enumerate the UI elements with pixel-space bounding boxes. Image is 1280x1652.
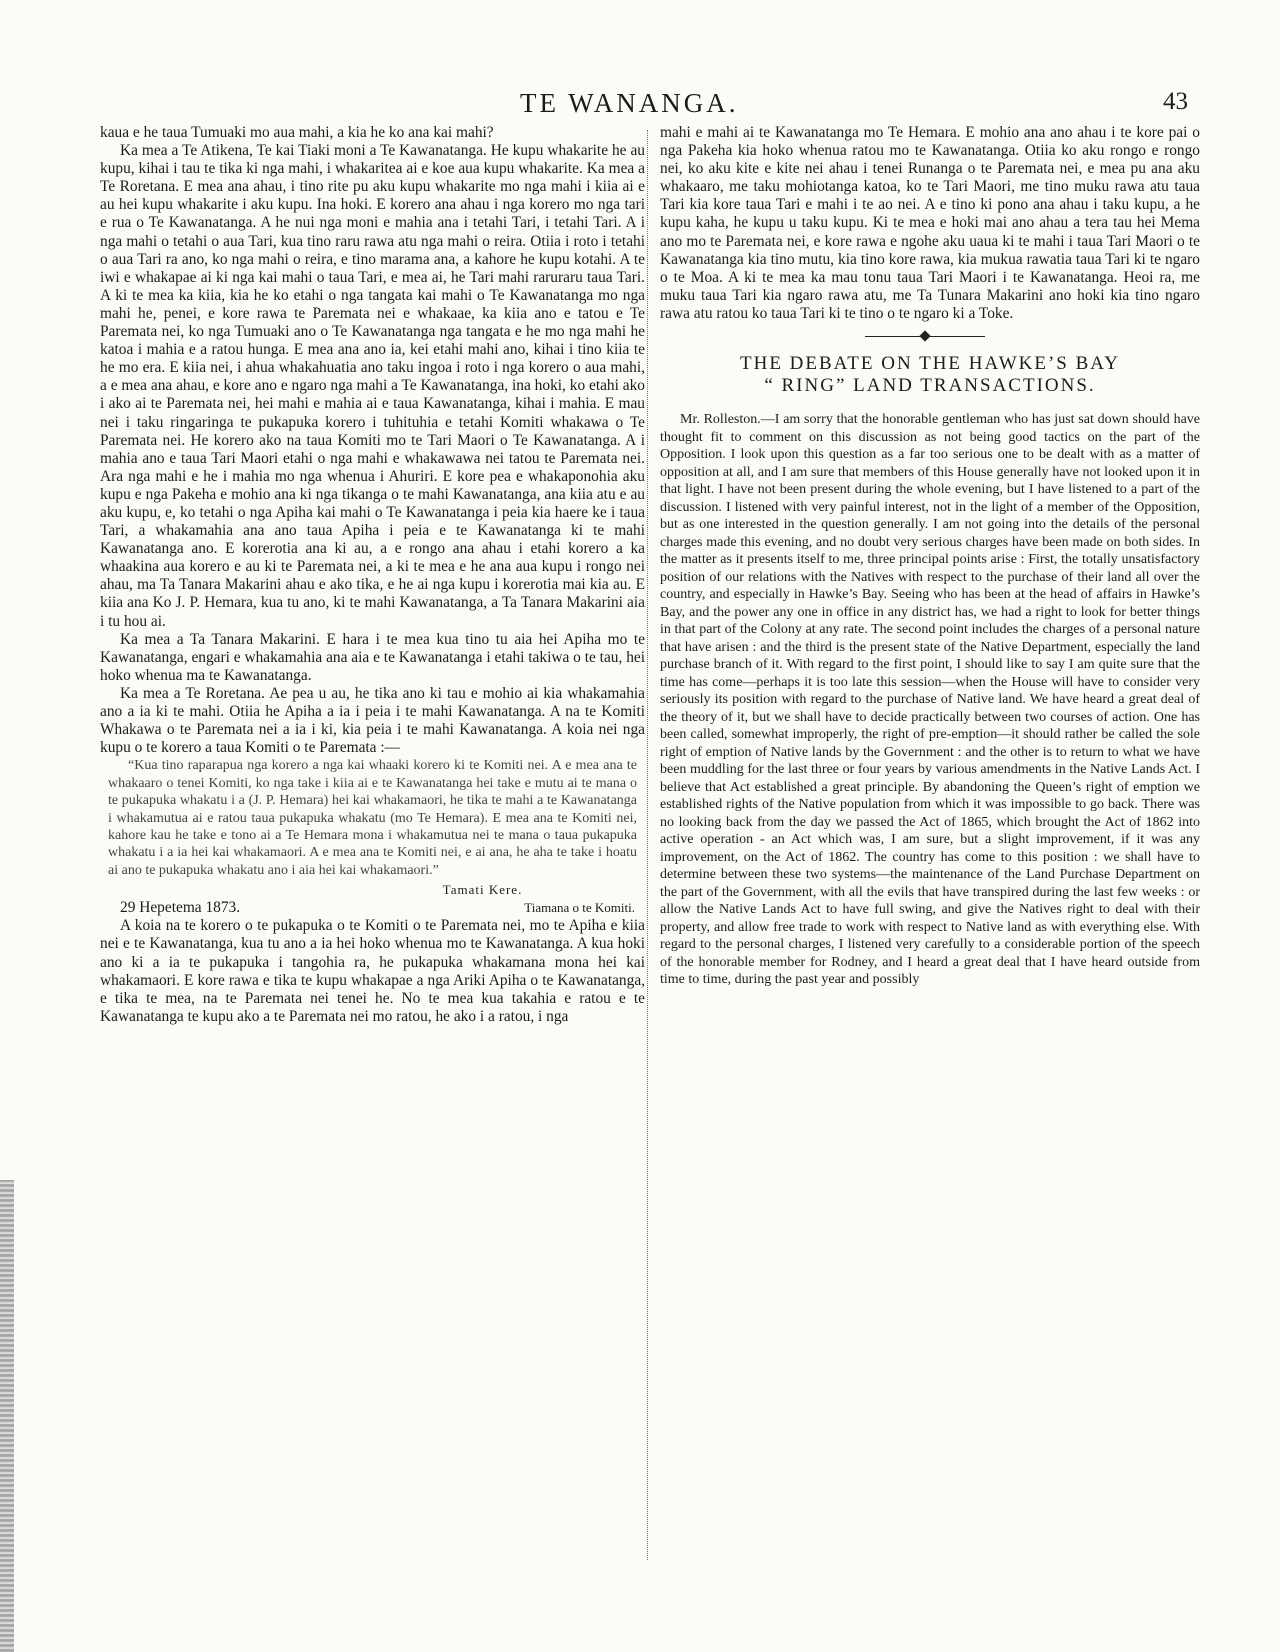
section-divider [660,327,1200,347]
right-column [660,124,1200,989]
left-paragraph-2: Ka mea a Te Atikena, Te kai Tiaki moni a Te Kawanatanga. He kupu whakarite he au kupu, kihai i tau te tika ki nga mahi, i whakaritea ai e koe aua kupu whakarite. Ka mea a Te Roretana. E mea ana ahau, i tino rite pu aku kupu whakarite mo nga mahi i kiia ai e au hei kupu whakarite i aku kupu. Ina hoki. E korero ana ahau i nga korero mo nga tari e rua o Te Kawanatanga. A he nui nga moni e mahia ana i tetahi Tari, i tetahi Tari. A i nga mahi o tetahi o aua Tari, kua tino raru rawa atu nga mahi o reira. Otiia i roto i tetahi o aua Tari ra ano, ko nga mahi o reira, e tino marama ana, a kahore he kupu kotahi. A te iwi e whakapae ai ki nga kai mahi o taua Tari, e mea ai, he Tari mahi raruraru taua Tari. A ki te mea ka kiia, kia he ko etahi o nga tangata kai mahi o Te Kawanatanga mo nga mahi he, penei, e kore rawa te Paremata nei e whakaae, ka kiia ano e tatou e Te Paremata nei, ko nga Tumuaki ano o Te Kawanatanga nga tangata e he mo nga mahi he katoa i mahia e a ratou hunga. E mea ana ano ia, kei etahi mahi ano, kihai i tino kiia te he mo era. E kiia nei, i ahua whakahuatia ano taku ingoa i roto i nga korero o aua mahi, a e mea ana ahau, e kore ano e ngaro nga mahi a Te Kawanatanga, ina hoki, ko etahi ako i ako ai te Paremata nei, hei mahi e mahia ai e taua Kawanatanga, kihai i mahia. E mau nei i taku ringaringa te pukapuka korero i tuhituhia e tetahi Komiti whakawa o Te Paremata nei. He korero ako na taua Komiti mo te Tari Maori o Te Kawanatanga. A i mahia ano e taua Tari Maori etahi o nga mahi e whakawawa nei tatou te Paremata nei. Ara nga mahi e he i mahia mo nga whenua i Ahuriri. E kore pea e whakaponohia aku kupu e nga Pakeha e mohio ana ki nga tikanga o te mahi Kawanatanga, ana kiia atu e au aku kupu, e, ko tetahi o nga Apiha kai mahi o Te Kawanatanga i peia kia haere ke i taua Tari, a whakamahia ana ano taua Apiha i peia e te Kawanatanga ki te mahi Kawanatanga ano. E korerotia ana ki au, a e rongo ana ahau i etahi korero a ka whaakina aua korero e au ki te Paremata nei, a ki te mea e he ana aua kupu i rongo nei ahau, ma Ta Tanara Makarini ahau e ako tika, e he ai nga kupu i korerotia mai kia au. E kiia ana Ko J. P. Hemara, kua tu ano, ki te mahi Kawanatanga, a Ta Tanara Makarini aia i tu hou ai. [100,142,645,630]
left-paragraph-3: Ka mea a Ta Tanara Makarini. E hara i te mea kua tino tu aia hei Apiha mo te Kawanatanga, engari e whakamahia ana aia e te Kawanatanga i etahi takiwa o te tau, hei hoko whenua ma te Kawanatanga. [100,630,645,684]
page-header [0,88,1280,122]
headline-line-1: THE DEBATE ON THE HAWKE’S BAY [740,353,1120,375]
dateline [100,899,645,917]
column-divider [647,130,648,1560]
newspaper-title: TE WANANGA. [520,88,739,118]
signature-role: Tiamana o te Komiti. [524,900,635,916]
divider-diamond-icon [919,330,930,341]
right-paragraph-1: mahi e mahi ai te Kawanatanga mo Te Hemara. E mohio ana ano ahau i te kore pai o nga Pakeha kia hoko whenua ratou mo te Kawanatanga. Otiia ko aku rongo e rongo nei, ko aku kite e kite nei ahau i tenei Runanga o te Paremata nei, e mea pu ana aku whakaaro, me taku mohiotanga katoa, ko te Tari Maori, me tino muku rawa atu taua Tari kia kore taua Tari e mahi i te ao nei. A e tino ki pono ana ahau i taku kupu, a he kupu kaha, he kupu u taku kupu. Ki te mea e hoki mai ano ahau a tera tau hei Mema ano mo te Paremata nei, e kore rawa e ngohe aku uaua ki te mahi i taua Tari Maori o te Kawanatanga kia tino mutu, kia tino kore rawa, kia mukua rawatia taua Tari ki te ngaro o te Moa. A ki te mea ka mau tonu taua Tari Maori i te Kawanatanga. Heoi ra, me muku taua Tari kia ngaro rawa atu, me Ta Tunara Makarini ano hoki kia tino ngaro rawa atu ratou ko taua Tari ki te tino o te ngaro ki a Toke. [660,124,1200,322]
left-column [100,124,645,1026]
page-number: 43 [1163,88,1188,115]
signature-name: Tamati Kere. [442,882,523,898]
left-paragraph-4: Ka mea a Te Roretana. Ae pea u au, he tika ano ki tau e mohio ai kia whakamahia ano a ia ki te mahi. Otiia he Apiha a ia i peia i te mahi Kawanatanga. A na te Komiti Whakawa o te Paremata nei a ia i ki, kia peia i te mahi Kawanatanga. A koia nei nga kupu o te korero a taua Komiti o te Paremata :— [100,684,645,757]
page-edge-binding [0,1180,14,1652]
committee-quote: “Kua tino raparapua nga korero a nga kai whaaki korero ki te Komiti nei. A e mea ana te whakaaro o tenei Komiti, ko nga take i kiia ai e te Kawanatanga hei take e mutu ai te mana o te pukapuka whakatu i a (J. P. Hemara) hei kai whakamaori, he tika te mahi a te Kawanatanga i whakamutua ai e ratou taua pukapuka whakatu (mo Te Hemara). E mea ana te Komiti nei, kahore kau he take e tono ai a Te Hemara mona i whakamutua nei te mana o taua pukapuka whakatu i a ia hei kai whakamaori. A e mea ana te Komiti nei, e ai ana, he aha te take i hoatu ai ano te pukapuka whakatu ano i aia hei kai whakamaori.” [108,758,637,878]
left-paragraph-5: A koia na te korero o te pukapuka o te Komiti o te Paremata nei, mo te Apiha e kiia nei e te Kawanatanga, kua tu ano a ia hei hoko whenua mo te Kawanatanga. A kua hoki ano ki a ia te pukapuka i tangohia ra, he pukapuka whakamana mona hei kai whakamaori. E kore rawa e tika te kupu whakapae a nga Ariki Apiha o te Kawanatanga, e tika te mea, na te Paremata nei tenei he. No te mea kua takahia e ratou e te Kawanatanga te kupu ako a te Paremata nei mo ratou, he ako i a ratou, i nga [100,917,645,1025]
date-text: 29 Hepetema 1873. [120,899,241,917]
right-paragraph-2: Mr. Rolleston.—I am sorry that the honorable gentleman who has just sat down should have thought fit to comment on this discussion as not being good tactics on the part of the Opposition. I look upon this question as a far too serious one to be dealt with as a matter of opposition at all, and I am sure that members of this House generally have not looked upon it in that light. I have not been present during the whole evening, but I have listened to a part of the discussion. I listened with very painful interest, not in the light of a member of the Opposition, but as one interested in the question generally. I am not going into the details of the personal charges made this evening, and no doubt very serious charges have been made on both sides. In the matter as it presents itself to me, three principal points arise : First, the totally unsatisfactory position of our relations with the Natives with respect to the purchase of their land all over the country, and especially in Hawke’s Bay. Seeing who has been at the head of affairs in Hawke’s Bay, and the power any one in office in any district has, we had a right to look for better things in that part of the Colony at any rate. The second point includes the charges of a personal nature that have arisen : and the third is the present state of the Native Department, especially the land purchase branch of it. With regard to the first point, I should like to say I am quite sure that the time has come—perhaps it is too late this session—when the House will have to consider very seriously its position with regard to the purchase of Native land. We have heard a great deal of the theory of it, but we shall have to decide practically between two courses of action. One has been called, somewhat improperly, the right of pre-emption—it should rather be called the sole right of emption of Native lands by the Government : and the other is to return to what we have been muddling for the last three or four years by various amendments in the Native Lands Act. I believe that Act established a great principle. By abandoning the Queen’s right of emption we established rights of the Native population from which it was impossible to go back. There was no looking back from the day we passed the Act of 1865, which brought the Act of 1862 into active operation - an Act which was, I am sure, but a slight improvement, if it was any improvement, on the Act of 1862. The country has come to this position : we shall have to determine between these two systems—the maintenance of the Land Purchase Department on the part of the Government, with all the evils that have transpired during the last few weeks : or allow the Native Lands Act to have full swing, and give the Natives right to deal with their property, and allow free trade to work with respect to Native land as with everything else. With regard to the personal charges, I listened very carefully to a considerable portion of the speech of the honorable member for Rodney, and I heard a great deal that I have heard outside from time to time, during the past year and possibly [660,412,1200,988]
article-headline [660,353,1200,397]
headline-line-2: “ RING” LAND TRANSACTIONS. [764,375,1096,397]
left-paragraph-1: kaua e he taua Tumuaki mo aua mahi, a kia he ko ana kai mahi? [100,124,494,141]
